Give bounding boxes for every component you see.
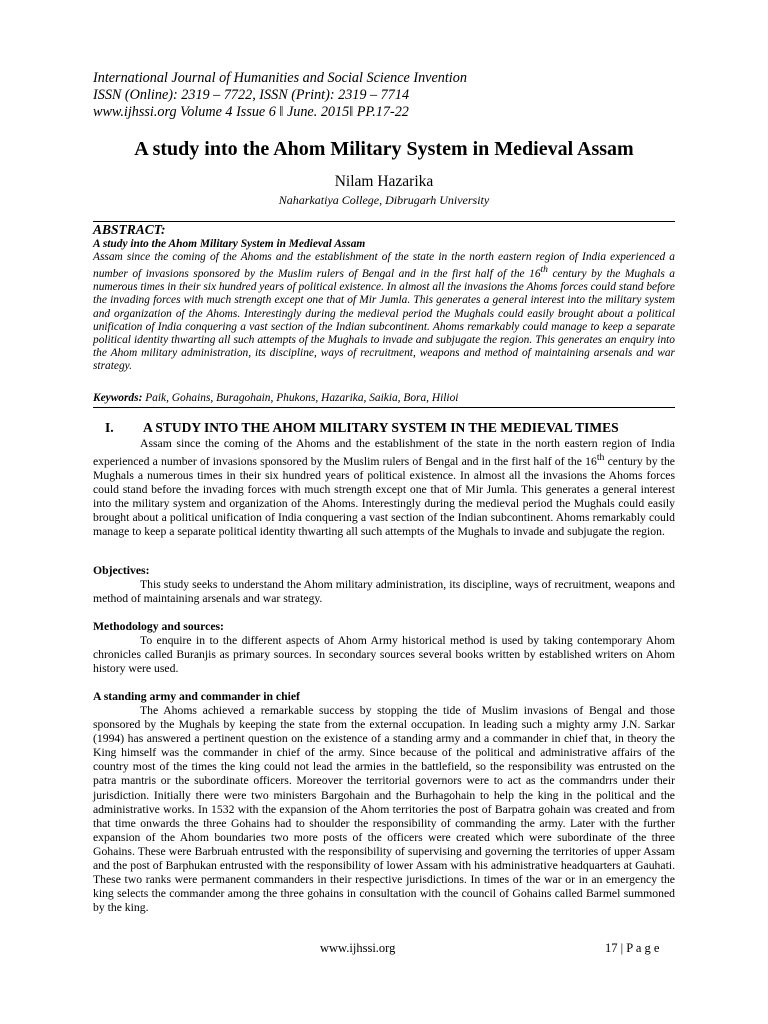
journal-name: International Journal of Humanities and Social Science Invention bbox=[93, 70, 467, 86]
abstract-text-part1: Assam since the coming of the Ahoms and the establishment of the state in the north eastern region of India experienced a number of invasions sponsored by the Muslim rulers of Bengal and in the first half of the 16 bbox=[93, 251, 675, 280]
abstract-superscript: th bbox=[540, 265, 548, 276]
journal-volume: www.ijhssi.org Volume 4 Issue 6 ǁ June. 2015ǁ PP.17-22 bbox=[93, 104, 409, 120]
abstract-top-rule bbox=[93, 221, 675, 222]
section-title: A STUDY INTO THE AHOM MILITARY SYSTEM IN THE MEDIEVAL TIMES bbox=[143, 420, 619, 435]
abstract-body bbox=[93, 251, 675, 374]
abstract-text-part2: century by the Mughals a numerous times in their six hundred years of political existence. In almost all the invasions the Ahoms forces could stand before the invading forces with much strength except one that of Mir Jumla. This generates a general interest into the military system and organization of the Ahoms. Interestingly during the medieval period the Mughals could easily brought about a political unification of India conquering a vast section of the Indian subcontinent. Ahoms remarkably could manage to keep a separate political identity thwarting all such attempts of the Mughals to invade and subjugate the region. This generates an enquiry into the Ahom military administration, its discipline, ways of recruitment, weapons and method of maintaining arsenals and war strategy. bbox=[93, 268, 675, 373]
journal-issn: ISSN (Online): 2319 – 7722, ISSN (Print): 2319 – 7714 bbox=[93, 87, 410, 103]
objectives-paragraph bbox=[93, 578, 675, 606]
keywords-label: Keywords: bbox=[93, 392, 143, 404]
objectives-text: This study seeks to understand the Ahom military administration, its discipline, ways of recruitment, weapons and method of maintaining arsenals and war strategy. bbox=[93, 578, 675, 606]
author-name: Nilam Hazarika bbox=[334, 173, 434, 190]
intro-superscript: th bbox=[596, 452, 605, 464]
abstract-subtitle: A study into the Ahom Military System in Medieval Assam bbox=[93, 238, 366, 250]
standing-army-paragraph bbox=[93, 704, 675, 915]
section-intro-paragraph bbox=[93, 437, 675, 540]
section-heading bbox=[93, 420, 693, 436]
standing-army-heading: A standing army and commander in chief bbox=[93, 690, 300, 703]
keywords-list: Paik, Gohains, Buragohain, Phukons, Hazarika, Saikia, Bora, Hilioi bbox=[142, 392, 459, 404]
methodology-heading: Methodology and sources: bbox=[93, 620, 224, 633]
abstract-bottom-rule bbox=[93, 407, 675, 408]
footer-website: www.ijhssi.org bbox=[320, 941, 396, 955]
methodology-paragraph bbox=[93, 634, 675, 676]
methodology-text: To enquire in to the different aspects of Ahom Army historical method is used by taking contemporary Ahom chronicles called Buranjis as primary sources. In secondary sources several books written by established writers on Ahom history were used. bbox=[93, 634, 675, 676]
abstract-heading: ABSTRACT: bbox=[93, 222, 166, 237]
footer-page-number: 17 | P a g e bbox=[605, 941, 660, 955]
objectives-heading: Objectives: bbox=[93, 564, 150, 577]
keywords-line bbox=[93, 392, 675, 405]
intro-text-part2: century by the Mughals a numerous times in their six hundred years of political existence. In almost all the invasions the Ahoms forces could stand before the invading forces with much strength except one that of Mir Jumla. This generates a general interest into the military system and organization of the Ahoms. Interestingly during the medieval period the Mughals could easily brought about a political unification of India conquering a vast section of the Indian subcontinent. Ahoms remarkably could manage to keep a separate political identity thwarting all such attempts of the Mughals to invade and subjugate the region. bbox=[93, 454, 675, 539]
intro-text-part1: Assam since the coming of the Ahoms and the establishment of the state in the north eastern region of India experienced a number of invasions sponsored by the Muslim rulers of Bengal and in the first half of the 16 bbox=[93, 437, 675, 468]
journal-header bbox=[93, 70, 693, 121]
paper-title: A study into the Ahom Military System in Medieval Assam bbox=[134, 138, 634, 160]
section-number: I. bbox=[105, 420, 114, 435]
standing-army-text: The Ahoms achieved a remarkable success by stopping the tide of Muslim invasions of Bengal and those sponsored by the Mughals by keeping the state from the external occupation. In leading such a mighty army J.N. Sarkar (1994) has answered a pertinent question on the existence of a standing army and a commander in chief that, in theory the King himself was the commander in chief of the army. Since because of the political and administrative affairs of the country most of the times the king could not lead the armies in the battlefield, so the responsibility was entrusted on the patra mantris or the subordinate officers. Moreover the territorial governors were to act as the commandrrs under their jurisdiction. Initially there were two ministers Bargohain and the Burhagohain to help the king in the political and the administrative works. In 1532 with the expansion of the Ahom territories the post of Barpatra gohain was created and from that time onwards the three Gohains had to shoulder the responsibility of commanding the army. Later with the further expansion of the Ahom boundaries two more posts of the officers were created which were subordinate of the three Gohains. These were Barbruah entrusted with the responsibility of supervising and governing the territories of upper Assam and the post of Barphukan entrusted with the responsibility of lower Assam with his administrative headquarters at Gauhati. These two ranks were permanent commanders in their respective jurisdictions. In times of the war or in an emergency the king selects the commander among the three gohains in consultation with the council of Gohains called Barmel summoned by the king. bbox=[93, 704, 675, 915]
author-affiliation: Naharkatiya College, Dibrugarh University bbox=[278, 193, 490, 207]
